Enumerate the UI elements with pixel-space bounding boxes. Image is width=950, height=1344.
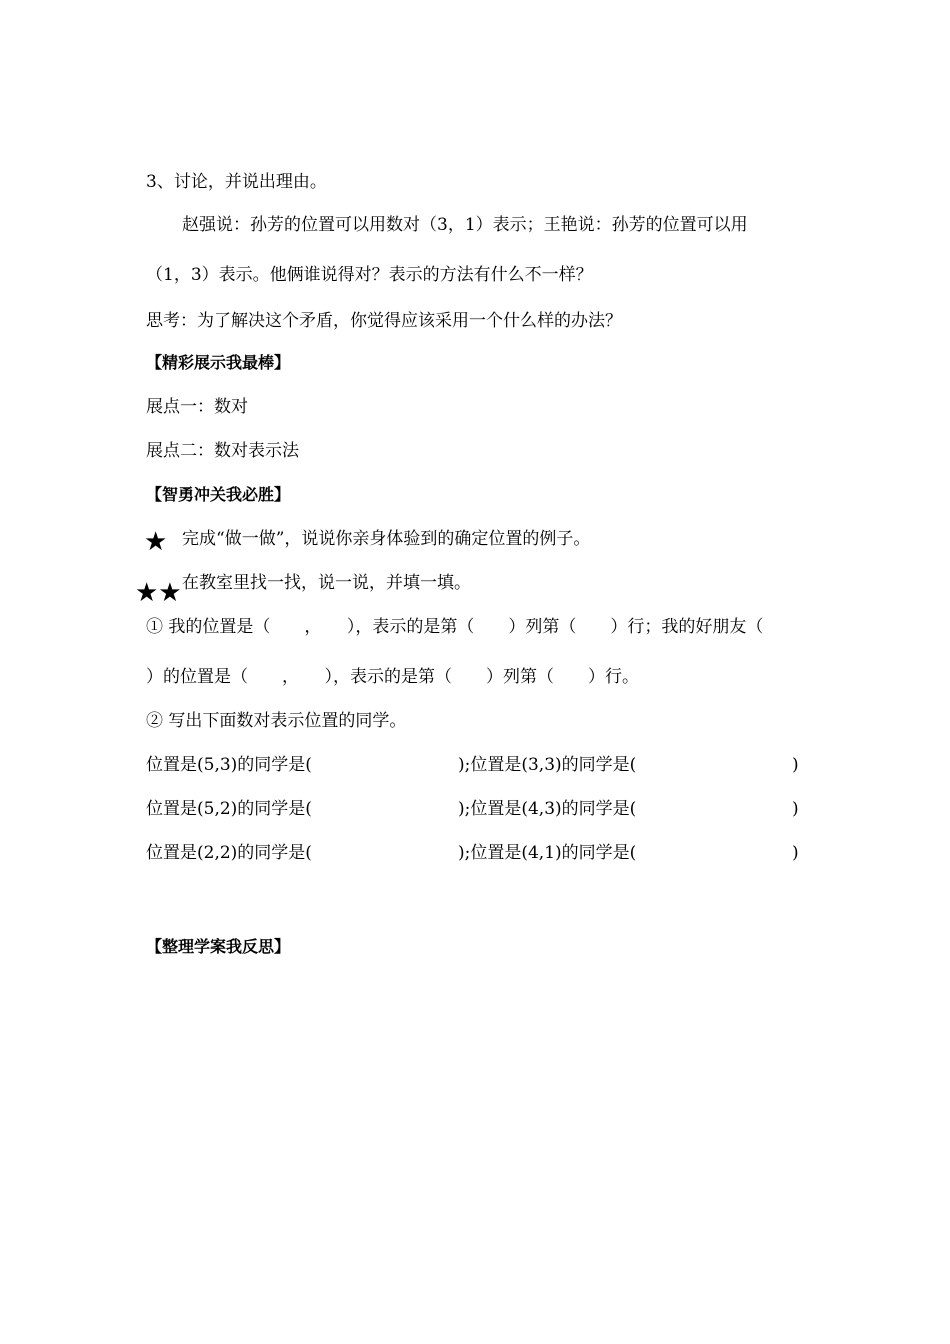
row-end: ) — [792, 755, 799, 775]
row-left: 位置是(5,2)的同学是( — [146, 799, 312, 819]
question-1-line-1: ① 我的位置是（ ， ），表示的是第（ ）列第（ ）行；我的好朋友（ — [146, 617, 764, 637]
star-icon: ★ — [144, 527, 168, 557]
discussion-line-2: （1，3）表示。他俩谁说得对？表示的方法有什么不一样？ — [146, 265, 593, 285]
task-1: 完成“做一做”，说说你亲身体验到的确定位置的例子。 — [182, 529, 591, 549]
show-point-1: 展点一：数对 — [146, 397, 248, 417]
show-point-2: 展点二：数对表示法 — [146, 441, 299, 461]
double-star-icon: ★★ — [135, 578, 182, 608]
row-end: ) — [792, 843, 799, 863]
row-left: 位置是(2,2)的同学是( — [146, 843, 312, 863]
section-title-reflect: 【整理学案我反思】 — [146, 937, 291, 956]
think-question: 思考：为了解决这个矛盾，你觉得应该采用一个什么样的办法？ — [146, 311, 622, 331]
question-2-title: ② 写出下面数对表示位置的同学。 — [146, 711, 407, 731]
section-title-show: 【精彩展示我最棒】 — [146, 353, 291, 372]
row-left: 位置是(5,3)的同学是( — [146, 755, 312, 775]
question-1-line-2: ）的位置是（ ， ），表示的是第（ ）列第（ ）行。 — [146, 667, 639, 687]
discussion-line-1: 赵强说：孙芳的位置可以用数对（3，1）表示；王艳说：孙芳的位置可以用 — [182, 215, 748, 235]
discussion-heading: 3、讨论，并说出理由。 — [146, 172, 327, 192]
row-mid: );位置是(3,3)的同学是( — [458, 755, 637, 775]
task-2: 在教室里找一找，说一说，并填一填。 — [182, 573, 471, 593]
section-title-challenge: 【智勇冲关我必胜】 — [146, 485, 291, 504]
row-mid: );位置是(4,3)的同学是( — [458, 799, 637, 819]
row-end: ) — [792, 799, 799, 819]
row-mid: );位置是(4,1)的同学是( — [458, 843, 637, 863]
